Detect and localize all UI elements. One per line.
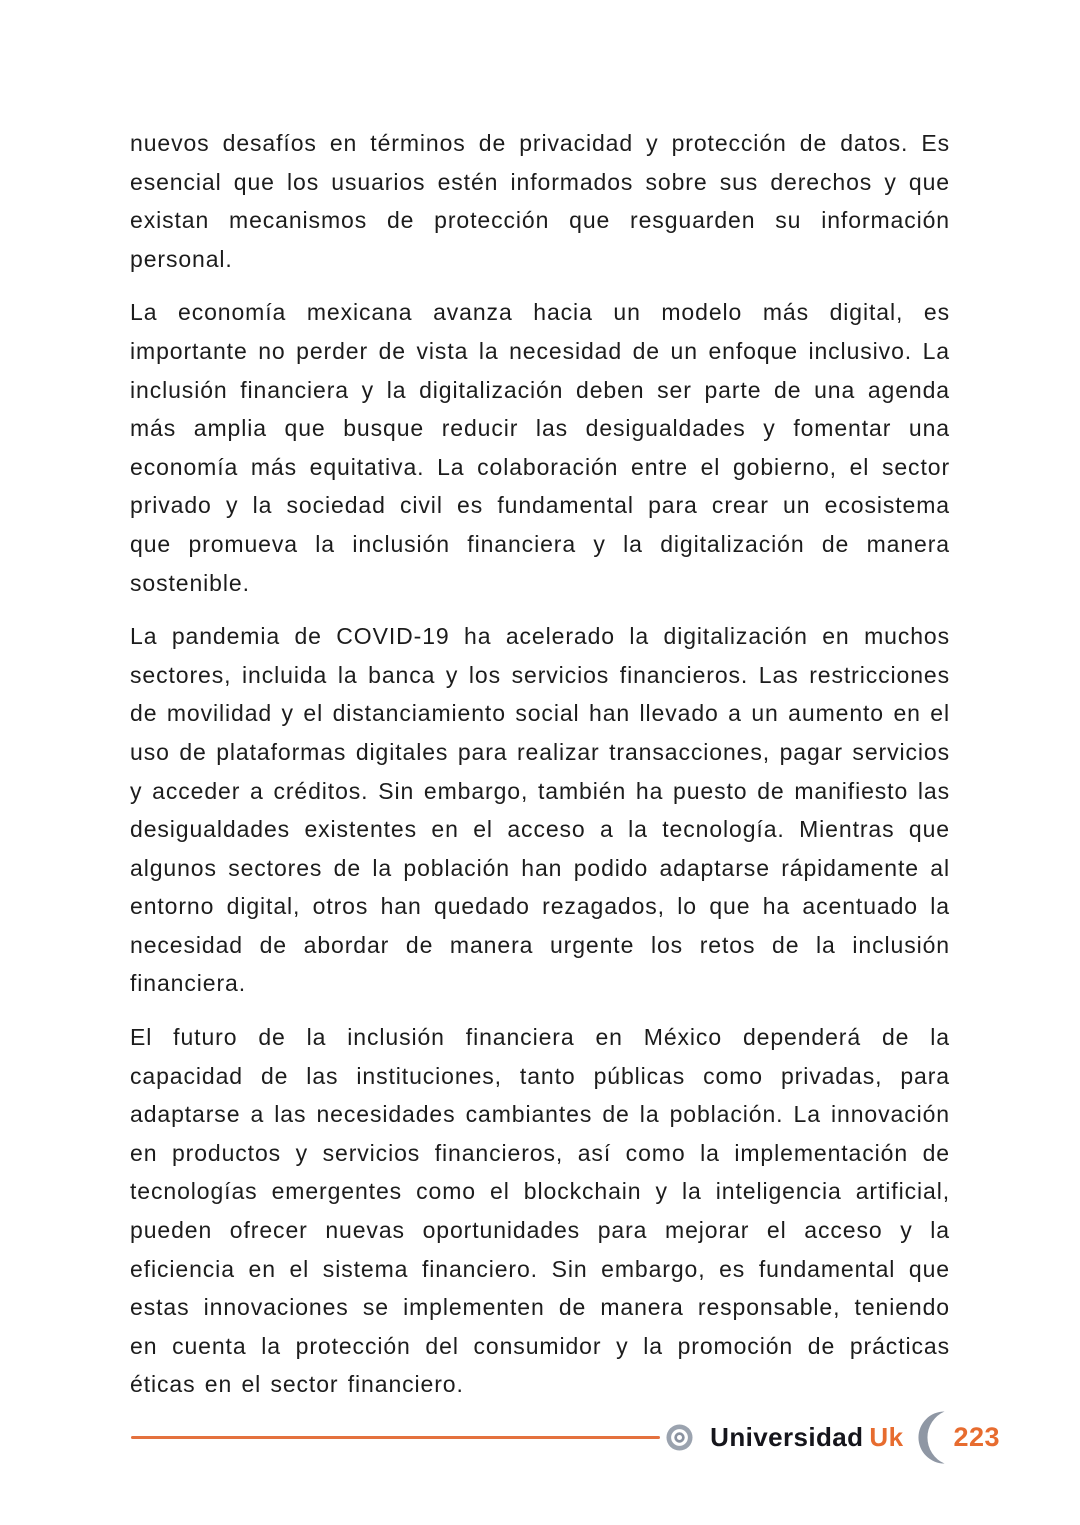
page-number: 223 — [953, 1421, 1000, 1452]
brand-logo — [710, 1422, 903, 1453]
page-body-text — [130, 124, 950, 1404]
paragraph: nuevos desafíos en términos de privacidad y protección de datos. Es esencial que los usuarios estén informados sobre sus derechos y que existan mecanismos de protección que resguarden su información personal. — [130, 130, 950, 272]
footer-divider-line — [131, 1436, 660, 1439]
crescent-icon — [918, 1410, 945, 1465]
paragraph: El futuro de la inclusión financiera en México dependerá de la capacidad de las instituciones, tanto públicas como privadas, para adaptarse a las necesidades cambiantes de la población. La innovación en productos y servicios financieros, así como la implementación de tecnologías emergentes como el blockchain y la inteligencia artificial, pueden ofrecer nuevas oportunidades para mejorar el acceso y la eficiencia en el sistema financiero. Sin embargo, es fundamental que estas innovaciones se implementen de manera responsable, teniendo en cuenta la protección del consumidor y la promoción de prácticas éticas en el sector financiero. — [130, 1024, 950, 1398]
bullseye-icon — [666, 1424, 693, 1451]
brand-suffix-text: Uk — [869, 1421, 904, 1452]
page-footer — [0, 1408, 1080, 1466]
paragraph: La economía mexicana avanza hacia un modelo más digital, es importante no perder de vista la necesidad de un enfoque inclusivo. La inclusión financiera y la digitalización deben ser parte de una agenda más amplia que busque reducir las desigualdades y fomentar una economía más equitativa. La colaboración entre el gobierno, el sector privado y la sociedad civil es fundamental para crear un ecosistema que promueva la inclusión financiera y la digitalización de manera sostenible. — [130, 299, 950, 596]
paragraph: La pandemia de COVID-19 ha acelerado la digitalización en muchos sectores, incluida la banca y los servicios financieros. Las restricciones de movilidad y el distanciamiento social han llevado a un aumento en el uso de plataformas digitales para realizar transacciones, pagar servicios y acceder a créditos. Sin embargo, también ha puesto de manifiesto las desigualdades existentes en el acceso a la tecnología. Mientras que algunos sectores de la población han podido adaptarse rápidamente al entorno digital, otros han quedado rezagados, lo que ha acentuado la necesidad de abordar de manera urgente los retos de la inclusión financiera. — [130, 623, 950, 997]
brand-name-text: Universidad — [710, 1421, 864, 1452]
